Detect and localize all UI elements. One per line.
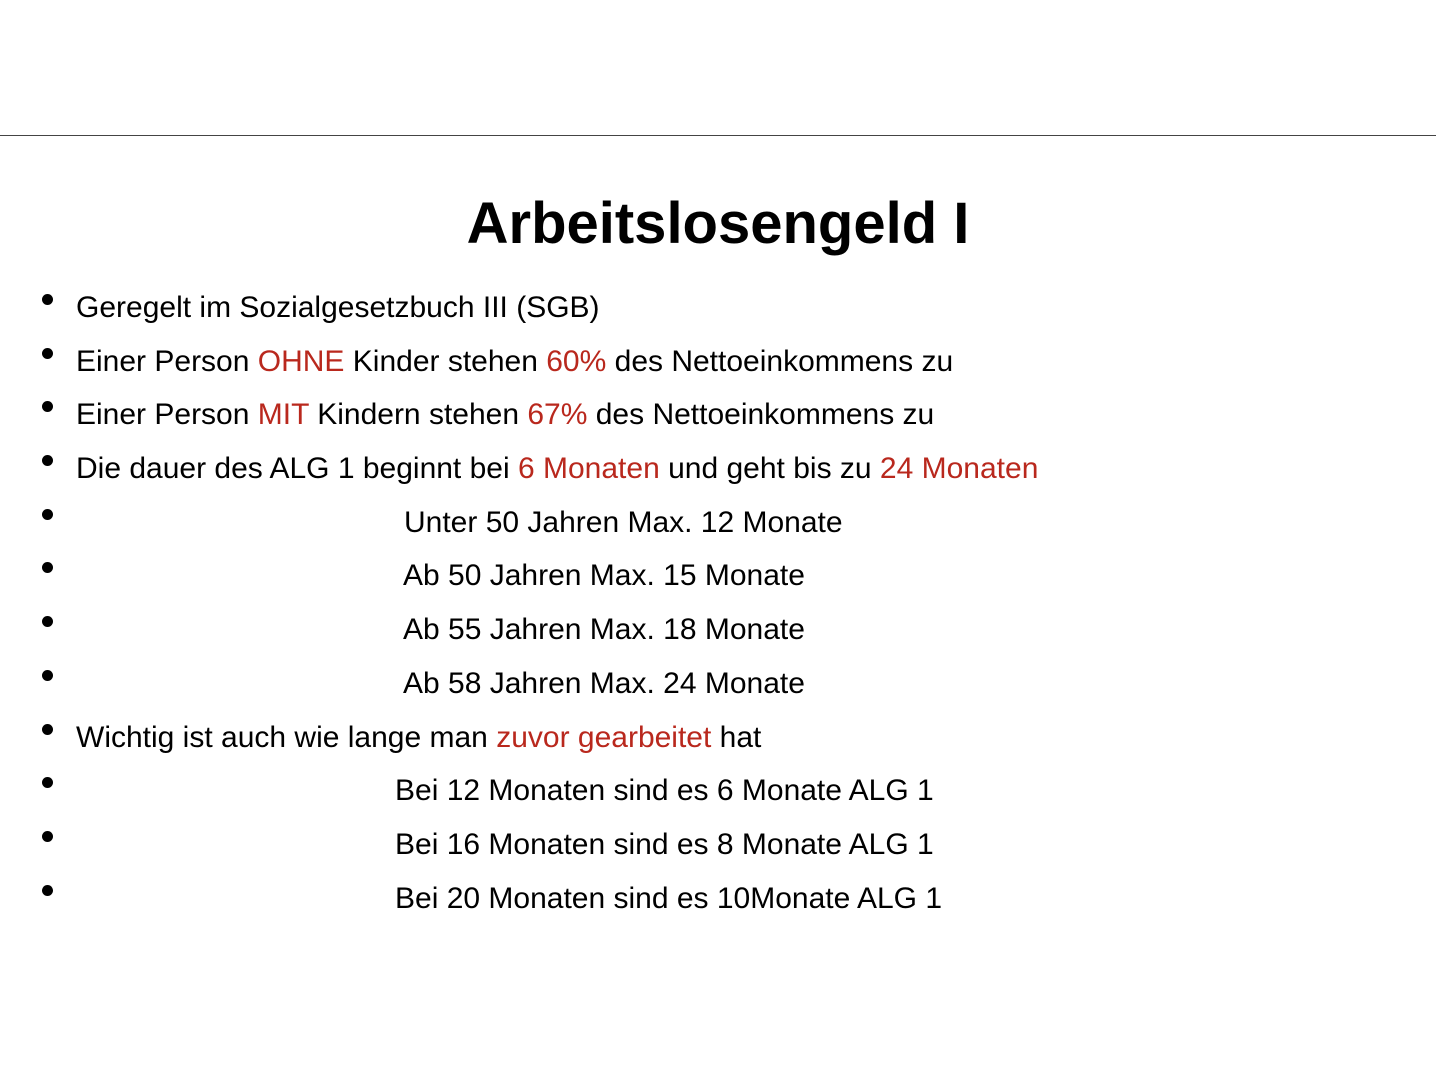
bullet-dot-icon bbox=[42, 509, 53, 520]
highlight-text: 60% bbox=[546, 344, 607, 378]
bullet-text: Bei 20 Monaten sind es 10Monate ALG 1 bbox=[395, 881, 943, 915]
bullet-text: Bei 12 Monaten sind es 6 Monate ALG 1 bbox=[395, 774, 934, 808]
bullet-dot-icon bbox=[42, 616, 53, 627]
bullet-dot-icon bbox=[42, 294, 53, 305]
bullet-item bbox=[0, 872, 1436, 926]
bullet-dot-icon bbox=[42, 670, 53, 681]
bullet-item bbox=[0, 764, 1436, 818]
bullet-list bbox=[0, 281, 1436, 925]
bullet-text: Bei 16 Monaten sind es 8 Monate ALG 1 bbox=[395, 827, 934, 861]
highlight-text: MIT bbox=[257, 398, 309, 432]
highlight-text: 67% bbox=[527, 398, 588, 432]
highlight-text: 6 Monaten bbox=[517, 452, 660, 486]
bullet-item bbox=[0, 549, 1436, 603]
bullet-item bbox=[0, 496, 1436, 550]
bullet-item bbox=[0, 388, 1436, 442]
bullet-dot-icon bbox=[42, 401, 53, 412]
divider-line bbox=[0, 135, 1436, 136]
slide-title: Arbeitslosengeld I bbox=[466, 191, 970, 256]
bullet-text: Ab 55 Jahren Max. 18 Monate bbox=[403, 613, 805, 647]
bullet-text: Geregelt im Sozialgesetzbuch III (SGB) bbox=[76, 291, 600, 324]
bullet-dot-icon bbox=[42, 348, 53, 359]
bullet-item bbox=[0, 603, 1436, 657]
bullet-text: Einer Person OHNE Kinder stehen 60% des Nettoeinkommens zu bbox=[76, 344, 954, 378]
bullet-dot-icon bbox=[42, 777, 53, 788]
bullet-text: Wichtig ist auch wie lange man zuvor gearbeitet hat bbox=[76, 720, 762, 754]
bullet-text: Ab 50 Jahren Max. 15 Monate bbox=[403, 559, 805, 593]
bullet-dot-icon bbox=[42, 562, 53, 573]
bullet-item bbox=[0, 335, 1436, 389]
bullet-item bbox=[0, 281, 1436, 335]
bullet-dot-icon bbox=[42, 885, 53, 896]
bullet-text: Unter 50 Jahren Max. 12 Monate bbox=[404, 505, 843, 539]
bullet-item bbox=[0, 818, 1436, 872]
bullet-item bbox=[0, 442, 1436, 496]
bullet-text: Die dauer des ALG 1 beginnt bei 6 Monaten und geht bis zu 24 Monaten bbox=[76, 452, 1039, 486]
highlight-text: OHNE bbox=[257, 344, 345, 378]
bullet-text: Einer Person MIT Kindern stehen 67% des Nettoeinkommens zu bbox=[76, 398, 935, 432]
highlight-text: zuvor gearbeitet bbox=[496, 720, 712, 754]
bullet-item bbox=[0, 657, 1436, 711]
bullet-dot-icon bbox=[42, 831, 53, 842]
highlight-text: 24 Monaten bbox=[879, 452, 1039, 486]
bullet-text: Ab 58 Jahren Max. 24 Monate bbox=[403, 666, 805, 700]
bullet-item bbox=[0, 711, 1436, 765]
bullet-dot-icon bbox=[42, 455, 53, 466]
bullet-dot-icon bbox=[42, 724, 53, 735]
